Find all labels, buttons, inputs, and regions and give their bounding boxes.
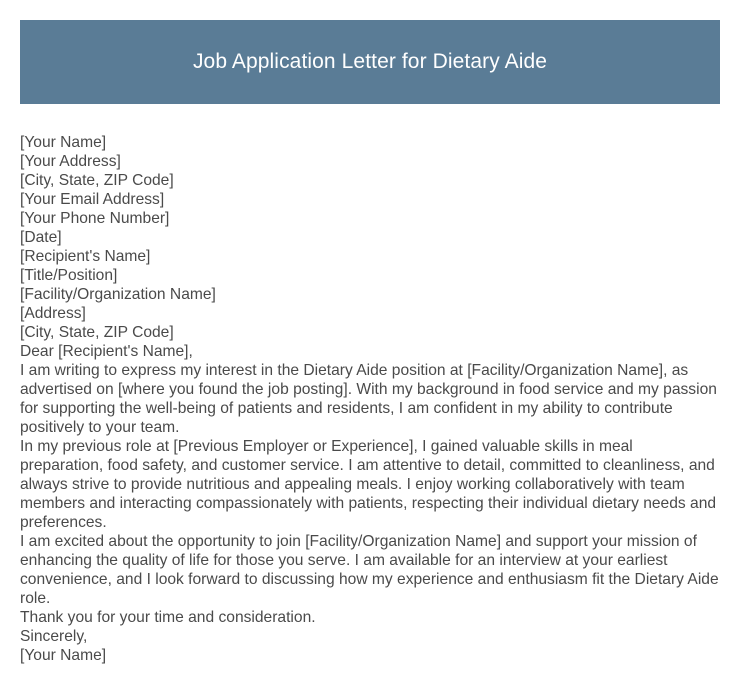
recipient-city-state-zip: [City, State, ZIP Code]	[20, 324, 174, 341]
body-paragraph: Thank you for your time and consideration.	[20, 609, 316, 626]
letter-date: [Date]	[20, 229, 62, 246]
sender-city-state-zip: [City, State, ZIP Code]	[20, 172, 174, 189]
recipient-address: [Address]	[20, 305, 86, 322]
recipient-organization: [Facility/Organization Name]	[20, 286, 216, 303]
body-paragraph: I am excited about the opportunity to join [Facility/Organization Name] and support your mission of enhancing the quality of life for those you serve. I am available for an interview at your earliest convenience, and I look forward to discussing how my experience and enthusiasm fit the Dietary Aide role.	[20, 533, 719, 607]
salutation: Dear [Recipient's Name],	[20, 343, 193, 360]
body-paragraph: In my previous role at [Previous Employer or Experience], I gained valuable skills in meal preparation, food safety, and customer service. I am attentive to detail, committed to cleanliness, and always strive to provide nutritious and appealing meals. I enjoy working collaboratively with team members and interacting compassionately with patients, respecting their individual dietary needs and preferences.	[20, 438, 717, 531]
page-title: Job Application Letter for Dietary Aide	[192, 50, 548, 73]
sender-name: [Your Name]	[20, 134, 107, 151]
closing: Sincerely,	[20, 628, 88, 645]
title-banner	[20, 20, 720, 104]
letter-body	[20, 133, 720, 665]
body-paragraph: I am writing to express my interest in the Dietary Aide position at [Facility/Organization Name], as advertised on [where you found the job posting]. With my background in food service and my passion for supporting the well-being of patients and residents, I am confident in my ability to contribute positively to your team.	[20, 362, 717, 436]
sender-phone: [Your Phone Number]	[20, 210, 170, 227]
recipient-name: [Recipient's Name]	[20, 248, 151, 265]
sender-address: [Your Address]	[20, 153, 121, 170]
signature: [Your Name]	[20, 647, 107, 664]
sender-email: [Your Email Address]	[20, 191, 165, 208]
recipient-title: [Title/Position]	[20, 267, 118, 284]
